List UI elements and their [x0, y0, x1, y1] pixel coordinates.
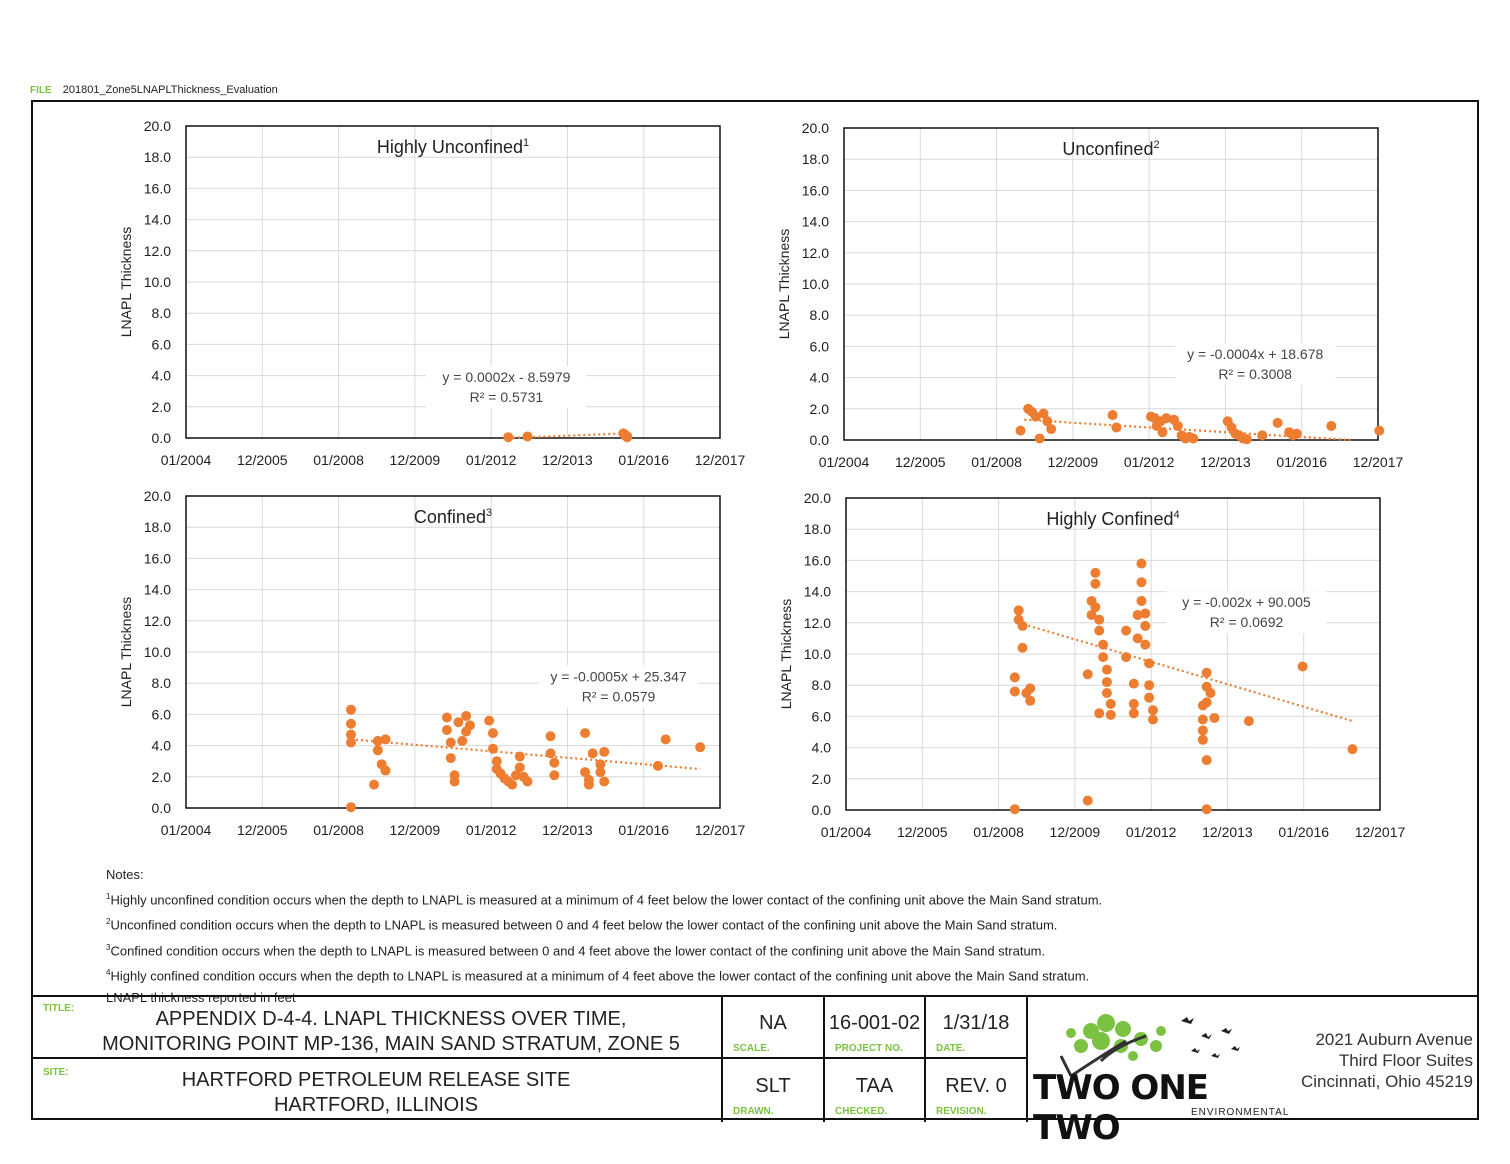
data-point — [1188, 433, 1198, 443]
x-tick-label: 12/2013 — [1200, 454, 1251, 470]
chart-title-superscript: 3 — [485, 507, 493, 519]
data-point — [695, 742, 705, 752]
data-point — [1202, 668, 1212, 678]
title-line-1: APPENDIX D-4-4. LNAPL THICKNESS OVER TIME, — [155, 1008, 627, 1030]
y-axis-label: LNAPL Thickness — [118, 596, 134, 708]
data-point — [507, 780, 517, 790]
data-point — [1121, 652, 1131, 662]
date-label: DATE. — [936, 1043, 966, 1054]
site-name — [71, 1068, 681, 1118]
trendline-equation: y = -0.002x + 90.005 — [1182, 594, 1311, 611]
site-line-1: HARTFORD PETROLEUM RELEASE SITE — [181, 1069, 571, 1091]
x-tick-label: 12/2013 — [542, 452, 593, 468]
data-point — [1140, 621, 1150, 631]
x-tick-label: 12/2017 — [694, 822, 746, 838]
chart-title: Confined$^3$ — [413, 507, 493, 527]
chart-svg — [100, 112, 800, 472]
x-tick-label: 01/2016 — [1278, 824, 1330, 840]
y-tick-label: 20.0 — [801, 120, 829, 136]
x-tick-label: 01/2012 — [1125, 824, 1177, 840]
data-point — [346, 802, 356, 812]
x-tick-label: 01/2016 — [1276, 454, 1328, 470]
data-point — [1173, 421, 1183, 431]
chart-confined — [100, 482, 800, 842]
title-label: TITLE: — [43, 1003, 75, 1014]
chart-title-superscript: 1 — [522, 137, 530, 149]
data-point — [450, 776, 460, 786]
y-tick-label: 18.0 — [803, 521, 831, 538]
data-point — [1206, 688, 1216, 698]
y-tick-label: 4.0 — [811, 739, 831, 756]
data-point — [457, 736, 467, 746]
data-point — [1102, 688, 1112, 698]
data-point — [1348, 744, 1358, 754]
trendline-equation: y = -0.0005x + 25.347 — [550, 668, 687, 685]
data-point — [1198, 725, 1208, 735]
data-point — [1202, 697, 1212, 707]
note-text: Unconfined condition occurs when the depth to LNAPL is measured between 0 and 4 feet below the lower contact of the confining unit above the Main Sand stratum. — [110, 917, 1058, 933]
data-point — [1148, 705, 1158, 715]
y-tick-label: 6.0 — [811, 708, 831, 725]
logo-wordmark: TWO ONE TWO — [1033, 1068, 1209, 1148]
file-line — [30, 84, 278, 96]
x-tick-label: 12/2009 — [1049, 824, 1101, 840]
data-point — [1090, 579, 1100, 589]
y-axis-label: LNAPL Thickness — [118, 226, 134, 338]
y-tick-label: 12.0 — [801, 244, 829, 261]
x-tick-label: 12/2017 — [1354, 824, 1406, 840]
trendline-r-squared: R² = 0.5731 — [469, 388, 544, 405]
data-point — [1046, 424, 1056, 434]
data-point — [1326, 421, 1336, 431]
data-point — [1129, 708, 1139, 718]
data-point — [488, 744, 498, 754]
note-3 — [106, 937, 1102, 962]
site-label: SITE: — [43, 1067, 69, 1078]
data-point — [549, 758, 559, 768]
chart-highly-unconfined — [100, 112, 800, 472]
data-point — [515, 752, 525, 762]
data-point — [1136, 559, 1146, 569]
y-tick-label: 10.0 — [801, 276, 829, 292]
data-point — [549, 770, 559, 780]
chart-title: Unconfined$^2$ — [1062, 139, 1160, 159]
y-tick-label: 16.0 — [143, 180, 171, 197]
data-point — [1129, 699, 1139, 709]
notes-heading: Notes: — [106, 867, 144, 882]
y-tick-label: 14.0 — [143, 211, 171, 228]
y-tick-label: 6.0 — [809, 338, 829, 355]
data-point — [1018, 621, 1028, 631]
chart-title: Highly Confined$^4$ — [1046, 509, 1180, 529]
drawn-value: SLT — [755, 1075, 791, 1097]
x-tick-label: 12/2017 — [694, 452, 746, 468]
chart-highly-confined — [760, 484, 1460, 844]
trendline-r-squared: R² = 0.0579 — [581, 688, 656, 705]
data-point — [1129, 679, 1139, 689]
data-point — [1094, 615, 1104, 625]
data-point — [1083, 669, 1093, 679]
data-point — [588, 748, 598, 758]
y-tick-label: 16.0 — [801, 182, 829, 199]
y-tick-label: 10.0 — [803, 646, 831, 662]
data-point — [1025, 696, 1035, 706]
notes-footer: LNAPL thickness reported in feet — [106, 990, 296, 1006]
data-point — [1090, 568, 1100, 578]
y-tick-label: 2.0 — [151, 768, 171, 785]
data-point — [1374, 426, 1384, 436]
site-line-2: HARTFORD, ILLINOIS — [273, 1094, 479, 1116]
data-point — [1140, 640, 1150, 650]
file-label: FILE — [30, 85, 52, 96]
y-tick-label: 0.0 — [809, 432, 829, 448]
data-point — [1257, 430, 1267, 440]
x-tick-label: 01/2012 — [1123, 454, 1175, 470]
chart-title-superscript: 2 — [1153, 139, 1160, 151]
y-tick-label: 2.0 — [811, 770, 831, 787]
data-point — [503, 432, 513, 442]
note-2 — [106, 911, 1102, 936]
data-point — [1292, 429, 1302, 439]
x-tick-label: 01/2008 — [313, 452, 364, 468]
trendline-r-squared: R² = 0.3008 — [1218, 365, 1292, 382]
data-point — [1136, 577, 1146, 587]
data-point — [373, 745, 383, 755]
chart-svg — [758, 114, 1458, 474]
divider — [1026, 997, 1028, 1122]
data-point — [1016, 426, 1026, 436]
x-tick-label: 01/2016 — [618, 452, 670, 468]
y-axis-label: LNAPL Thickness — [778, 598, 794, 710]
company-logo — [1031, 1001, 1291, 1148]
y-tick-label: 8.0 — [809, 307, 829, 324]
data-point — [1198, 715, 1208, 725]
data-point — [1098, 640, 1108, 650]
title-line-2: MONITORING POINT MP-136, MAIN SAND STRATUM, ZONE 5 — [102, 1033, 680, 1055]
x-tick-label: 01/2008 — [973, 824, 1024, 840]
x-tick-label: 12/2009 — [389, 822, 441, 838]
project-label: PROJECT NO. — [835, 1043, 903, 1054]
note-4 — [106, 962, 1102, 987]
data-point — [1098, 652, 1108, 662]
data-point — [1144, 693, 1154, 703]
y-tick-label: 10.0 — [143, 644, 171, 660]
data-point — [653, 761, 663, 771]
data-point — [461, 711, 471, 721]
data-point — [1090, 602, 1100, 612]
data-point — [1144, 658, 1154, 668]
note-text: Highly confined condition occurs when the depth to LNAPL is measured at a minimum of 4 feet above the lower contact of the confining unit above the Main Sand stratum. — [110, 968, 1090, 984]
y-tick-label: 8.0 — [811, 677, 831, 694]
address-line-2: Third Floor Suites — [1338, 1051, 1473, 1070]
y-tick-label: 0.0 — [811, 802, 831, 818]
x-tick-label: 01/2012 — [465, 822, 517, 838]
y-tick-label: 12.0 — [143, 612, 171, 629]
x-tick-label: 12/2009 — [1047, 454, 1099, 470]
y-axis-label: LNAPL Thickness — [776, 228, 792, 340]
revision-label: REVISION. — [936, 1106, 987, 1117]
x-tick-label: 12/2017 — [1352, 454, 1404, 470]
data-point — [1298, 661, 1308, 671]
data-point — [1273, 418, 1283, 428]
note-1 — [106, 886, 1102, 911]
date-value: 1/31/18 — [942, 1012, 1010, 1034]
y-tick-label: 4.0 — [151, 367, 171, 384]
x-tick-label: 01/2008 — [971, 454, 1022, 470]
divider — [31, 1057, 1026, 1059]
y-tick-label: 4.0 — [151, 737, 171, 754]
data-point — [620, 431, 630, 441]
trendline — [1019, 623, 1353, 721]
y-tick-label: 14.0 — [143, 581, 171, 598]
note-sup: 2 — [106, 917, 111, 927]
data-point — [1102, 665, 1112, 675]
data-point — [584, 780, 594, 790]
data-point — [1025, 683, 1035, 693]
x-tick-label: 12/2009 — [389, 452, 441, 468]
data-point — [1108, 410, 1118, 420]
trendline-r-squared: R² = 0.0692 — [1209, 614, 1284, 631]
data-point — [1148, 715, 1158, 725]
address-line-3: Cincinnati, Ohio 45219 — [1300, 1072, 1473, 1091]
y-tick-label: 4.0 — [809, 369, 829, 386]
data-point — [523, 776, 533, 786]
scale-label: SCALE. — [733, 1043, 770, 1054]
x-tick-label: 12/2005 — [896, 824, 948, 840]
y-tick-label: 20.0 — [803, 490, 831, 506]
data-point — [381, 766, 391, 776]
logo-subtitle: ENVIRONMENTAL — [1191, 1107, 1290, 1118]
data-point — [1198, 735, 1208, 745]
data-point — [1111, 423, 1121, 433]
data-point — [523, 431, 533, 441]
y-tick-label: 8.0 — [151, 305, 171, 322]
chart-svg — [760, 484, 1460, 844]
data-point — [661, 734, 671, 744]
y-tick-label: 18.0 — [801, 151, 829, 168]
data-point — [1094, 708, 1104, 718]
data-point — [346, 719, 356, 729]
y-tick-label: 0.0 — [151, 800, 171, 816]
data-point — [346, 705, 356, 715]
data-point — [580, 728, 590, 738]
data-point — [1121, 626, 1131, 636]
data-point — [1202, 804, 1212, 814]
y-tick-label: 18.0 — [143, 519, 171, 536]
data-point — [599, 747, 609, 757]
data-point — [1010, 804, 1020, 814]
trendline — [351, 739, 700, 769]
data-point — [381, 734, 391, 744]
y-tick-label: 2.0 — [809, 400, 829, 417]
data-point — [515, 762, 525, 772]
x-tick-label: 12/2005 — [894, 454, 946, 470]
address-line-1: 2021 Auburn Avenue — [1315, 1030, 1473, 1049]
chart-svg — [100, 482, 800, 842]
trendline-equation: y = -0.0004x + 18.678 — [1187, 345, 1324, 362]
y-tick-label: 6.0 — [151, 706, 171, 723]
x-tick-label: 01/2004 — [160, 822, 212, 838]
file-name: 201801_Zone5LNAPLThickness_Evaluation — [62, 84, 278, 96]
data-point — [1140, 608, 1150, 618]
y-tick-label: 8.0 — [151, 675, 171, 692]
data-point — [1144, 680, 1154, 690]
y-tick-label: 20.0 — [143, 488, 171, 504]
x-tick-label: 01/2004 — [820, 824, 872, 840]
chart-unconfined — [758, 114, 1458, 474]
data-point — [546, 731, 556, 741]
x-tick-label: 12/2005 — [236, 822, 288, 838]
x-tick-label: 12/2013 — [1202, 824, 1253, 840]
project-value: 16-001-02 — [828, 1012, 921, 1034]
drawn-label: DRAWN. — [733, 1106, 774, 1117]
y-tick-label: 0.0 — [151, 430, 171, 446]
note-sup: 3 — [106, 942, 111, 952]
data-point — [446, 753, 456, 763]
data-point — [1136, 596, 1146, 606]
data-point — [1010, 686, 1020, 696]
note-text: Highly unconfined condition occurs when the depth to LNAPL is measured at a minimum of 4 feet below the lower contact of the confining unit above the Main Sand stratum. — [110, 892, 1103, 908]
chart-title-superscript: 4 — [1173, 509, 1180, 521]
note-sup: 1 — [106, 892, 111, 901]
data-point — [595, 767, 605, 777]
data-point — [546, 748, 556, 758]
scale-value: NA — [759, 1012, 787, 1034]
data-point — [1083, 796, 1093, 806]
x-tick-label: 01/2004 — [160, 452, 212, 468]
data-point — [346, 737, 356, 747]
note-sup: 4 — [106, 967, 111, 977]
data-point — [369, 780, 379, 790]
x-tick-label: 01/2004 — [818, 454, 870, 470]
data-point — [488, 728, 498, 738]
y-tick-label: 12.0 — [803, 614, 831, 631]
y-tick-label: 12.0 — [143, 242, 171, 259]
trendline-equation: y = 0.0002x - 8.5979 — [442, 368, 571, 385]
data-point — [442, 713, 452, 723]
y-tick-label: 6.0 — [151, 336, 171, 353]
data-point — [599, 776, 609, 786]
data-point — [1035, 433, 1045, 443]
y-tick-label: 18.0 — [143, 149, 171, 166]
data-point — [1157, 427, 1167, 437]
checked-value: TAA — [855, 1075, 894, 1097]
x-tick-label: 01/2016 — [618, 822, 670, 838]
data-point — [1106, 699, 1116, 709]
data-point — [1244, 716, 1254, 726]
y-tick-label: 2.0 — [151, 398, 171, 415]
revision-value: REV. 0 — [945, 1075, 1007, 1097]
x-tick-label: 12/2013 — [542, 822, 593, 838]
y-tick-label: 20.0 — [143, 118, 171, 134]
title-block — [31, 995, 1479, 1148]
y-tick-label: 14.0 — [803, 583, 831, 600]
data-point — [1242, 434, 1252, 444]
data-point — [1102, 677, 1112, 687]
data-point — [446, 737, 456, 747]
data-point — [1010, 672, 1020, 682]
data-point — [1106, 710, 1116, 720]
data-point — [1202, 755, 1212, 765]
data-point — [1018, 643, 1028, 653]
notes — [106, 864, 1102, 1009]
checked-label: CHECKED. — [835, 1106, 888, 1117]
data-point — [484, 716, 494, 726]
note-text: Confined condition occurs when the depth to LNAPL is measured between 0 and 4 feet above the lower contact of the confining unit above the Main Sand stratum. — [110, 942, 1046, 958]
x-tick-label: 12/2005 — [236, 452, 288, 468]
x-tick-label: 01/2008 — [313, 822, 364, 838]
y-tick-label: 16.0 — [803, 552, 831, 569]
y-tick-label: 16.0 — [143, 550, 171, 567]
x-tick-label: 01/2012 — [465, 452, 517, 468]
data-point — [465, 720, 475, 730]
company-address — [1273, 1029, 1473, 1092]
drawing-title — [71, 1007, 711, 1057]
y-tick-label: 14.0 — [801, 213, 829, 230]
data-point — [1094, 626, 1104, 636]
y-tick-label: 10.0 — [143, 274, 171, 290]
data-point — [442, 725, 452, 735]
chart-title: Highly Unconfined$^1$ — [376, 137, 530, 157]
data-point — [1014, 605, 1024, 615]
data-point — [1209, 713, 1219, 723]
